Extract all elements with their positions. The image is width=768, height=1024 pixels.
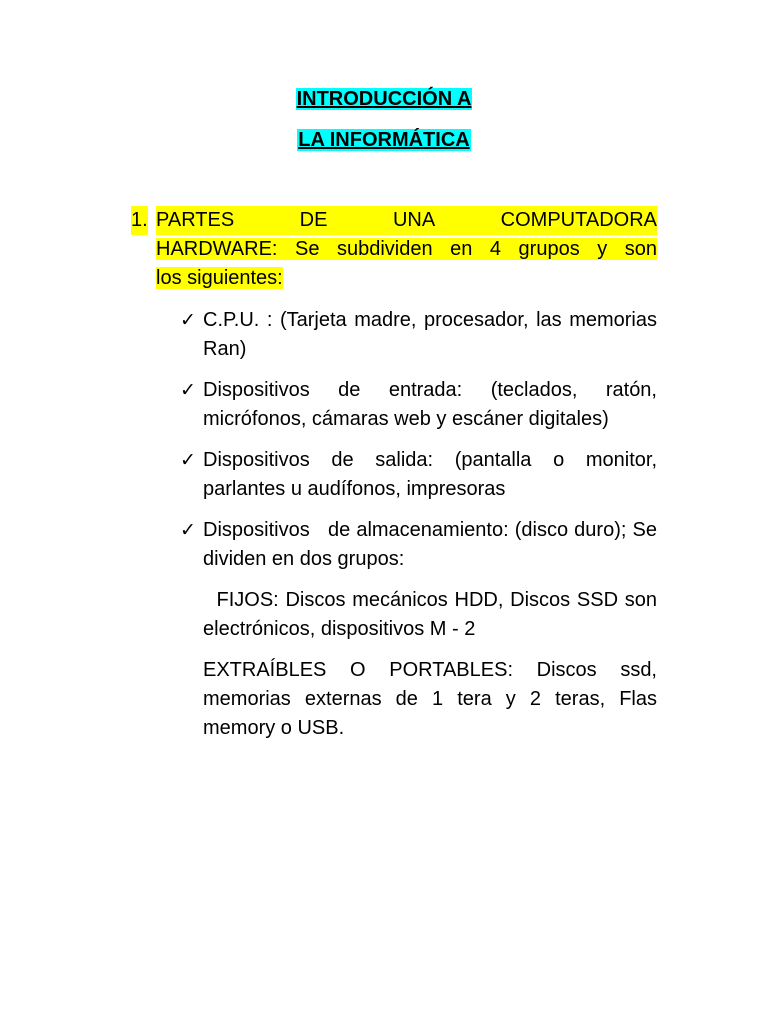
- section-word: COMPUTADORA: [501, 206, 657, 235]
- section-line-1: [156, 206, 657, 235]
- section-number: 1.: [131, 206, 148, 235]
- list-item: [180, 516, 663, 574]
- sub-item: [180, 586, 663, 644]
- checkmark-icon: ✓: [180, 520, 196, 541]
- list-item: [180, 306, 657, 364]
- section-word: PARTES: [156, 206, 234, 235]
- title-line-1: [0, 87, 768, 111]
- sub-item-text: FIJOS: Discos mecánicos HDD, Discos SSD son electrónicos, dispositivos M - 2: [203, 589, 663, 640]
- checkmark-icon: ✓: [180, 450, 196, 471]
- section-line-2-text: HARDWARE: Se subdividen en 4 grupos y son: [156, 238, 657, 260]
- section-word: UNA: [393, 206, 435, 235]
- list-item: [180, 446, 657, 504]
- checklist: [180, 306, 663, 755]
- title-line-2: [0, 128, 768, 152]
- section-line-3-text: los siguientes:: [156, 267, 283, 289]
- list-item-text: Dispositivos de almacenamiento: (disco duro); Se dividen en dos grupos:: [203, 519, 663, 570]
- list-item: [180, 376, 657, 434]
- section-heading-text: [156, 206, 657, 293]
- sub-item-text: EXTRAÍBLES O PORTABLES: Discos ssd, memorias externas de 1 tera y 2 teras, Flas memory o USB.: [203, 659, 657, 739]
- section-heading: [131, 206, 657, 293]
- section-line-2: [156, 235, 657, 264]
- title-line-1-text: INTRODUCCIÓN A: [296, 88, 472, 110]
- section-line-3: [156, 264, 657, 293]
- sub-item: [180, 656, 657, 743]
- checkmark-icon: ✓: [180, 310, 196, 331]
- title-line-2-text: LA INFORMÁTICA: [298, 129, 470, 151]
- list-item-text: C.P.U. : (Tarjeta madre, procesador, las memorias Ran): [203, 309, 657, 360]
- list-item-text: Dispositivos de salida: (pantalla o monitor, parlantes u audífonos, impresoras: [203, 449, 657, 500]
- list-item-text: Dispositivos de entrada: (teclados, ratón, micrófonos, cámaras web y escáner digitales): [203, 379, 657, 430]
- section-word: DE: [300, 206, 328, 235]
- checkmark-icon: ✓: [180, 380, 196, 401]
